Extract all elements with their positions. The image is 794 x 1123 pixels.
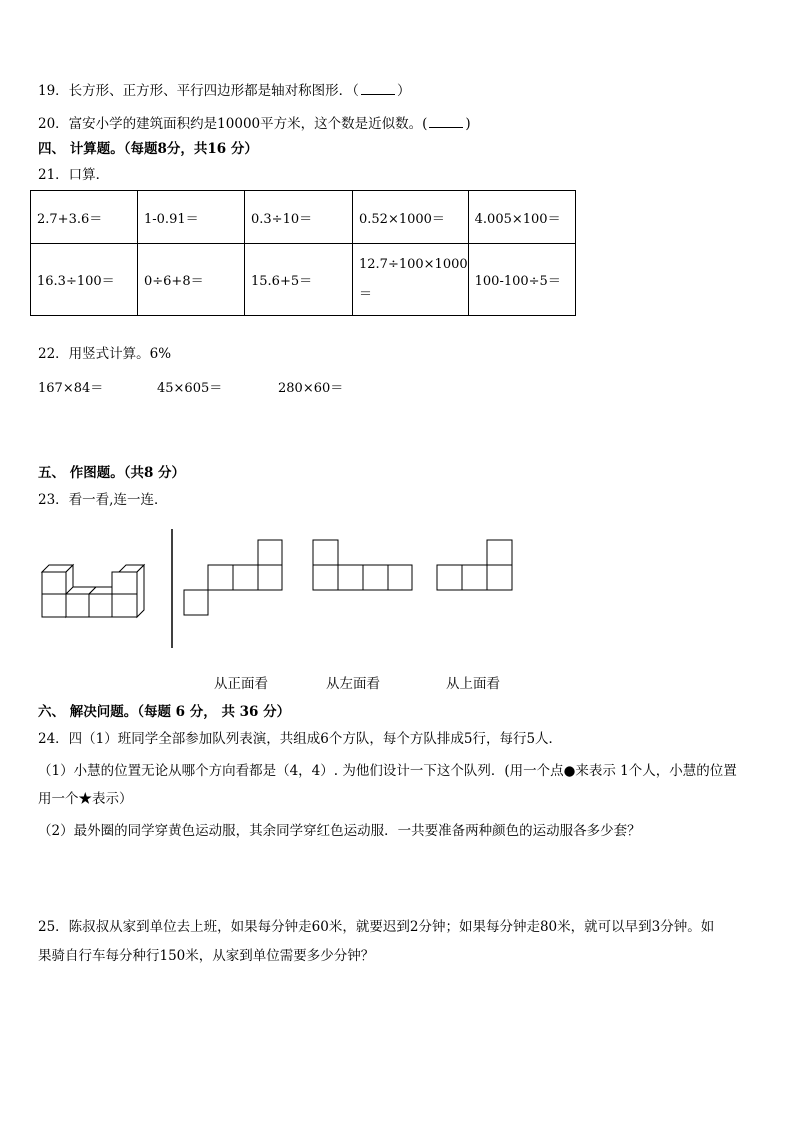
section-4-heading: 四、 计算题。（每题8分，共16 分） xyxy=(38,141,258,157)
view-label-top[interactable]: 从上面看 xyxy=(446,676,500,692)
question-24-part2: （2）最外圈的同学穿黄色运动服，其余同学穿红色运动服．一共要准备两种颜色的运动服各多少套？ xyxy=(38,823,641,839)
table-cell: 2.7+3.6＝ xyxy=(31,191,138,244)
question-20-text: 20．富安小学的建筑面积约是10000平方米，这个数是近似数。( xyxy=(38,116,428,132)
table-cell: 4.005×100＝ xyxy=(468,191,575,244)
question-25-b: 果骑自行车每分种行150米，从家到单位需要多少分钟？ xyxy=(38,948,375,964)
question-23: 23．看一看,连一连． xyxy=(38,492,168,508)
view-option-2[interactable] xyxy=(313,540,412,590)
table-row xyxy=(31,191,576,244)
question-24-part1-b: 用一个★表示） xyxy=(38,791,133,807)
table-cell xyxy=(353,244,469,316)
table-cell: 0÷6+8＝ xyxy=(138,244,245,316)
section-6-heading: 六、 解决问题。（每题 6 分， 共 36 分） xyxy=(38,704,291,720)
vertical-calc-3: 280×60＝ xyxy=(278,381,344,396)
view-option-3[interactable] xyxy=(437,540,512,590)
question-22: 22．用竖式计算。6% xyxy=(38,346,172,362)
question-19-text: 19．长方形、正方形、平行四边形都是轴对称图形．（ xyxy=(38,83,359,99)
question-21: 21．口算． xyxy=(38,167,110,183)
question-24-part1-a: （1）小慧的位置无论从哪个方向看都是（4，4）. 为他们设计一下这个队列．(用一个点●来表示 1个人，小慧的位置 xyxy=(38,763,737,779)
question-20 xyxy=(38,115,471,133)
view-label-front[interactable]: 从正面看 xyxy=(214,676,268,692)
table-cell: 16.3÷100＝ xyxy=(31,244,138,316)
question-24-intro: 24．四（1）班同学全部参加队列表演，共组成6个方队，每个方队排成5行，每行5人． xyxy=(38,731,563,747)
vertical-calc-1: 167×84＝ xyxy=(38,381,104,396)
question-19-end: ） xyxy=(396,83,411,99)
table-cell-line: ＝ xyxy=(359,286,373,302)
table-cell: 15.6+5＝ xyxy=(245,244,353,316)
table-cell: 0.52×1000＝ xyxy=(353,191,469,244)
cube-views-figure xyxy=(0,520,794,655)
view-label-left[interactable]: 从左面看 xyxy=(326,676,380,692)
table-cell: 100-100÷5＝ xyxy=(468,244,575,316)
table-cell: 0.3÷10＝ xyxy=(245,191,353,244)
mental-math-table xyxy=(30,190,576,316)
vertical-calc-2: 45×605＝ xyxy=(157,381,223,396)
question-20-end: ) xyxy=(465,116,471,132)
table-row xyxy=(31,244,576,316)
table-cell-line: 12.7÷100×1000 xyxy=(359,256,468,272)
question-19 xyxy=(38,82,410,100)
table-cell: 1-0.91＝ xyxy=(138,191,245,244)
cube-stack-3d xyxy=(42,565,144,617)
section-5-heading: 五、 作图题。（共8 分） xyxy=(38,465,186,481)
view-option-1[interactable] xyxy=(184,540,282,615)
answer-blank-20[interactable] xyxy=(429,115,463,128)
answer-blank-19[interactable] xyxy=(361,82,395,95)
question-25-a: 25．陈叔叔从家到单位去上班，如果每分钟走60米，就要迟到2分钟；如果每分钟走80米，就可以早到3分钟。如 xyxy=(38,919,715,935)
